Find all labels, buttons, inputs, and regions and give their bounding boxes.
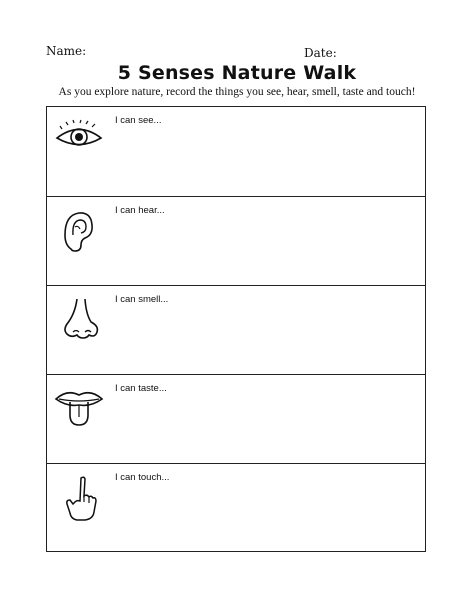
sense-row-hear[interactable] (47, 196, 425, 285)
sense-prompt-see: I can see... (115, 115, 162, 126)
nose-icon (53, 294, 105, 344)
mouth-tongue-icon (53, 383, 105, 433)
page-instructions: As you explore nature, record the things you see, hear, smell, taste and touch! (58, 86, 416, 98)
ear-icon (53, 205, 105, 255)
page-title: 5 Senses Nature Walk (117, 62, 357, 84)
senses-table (46, 106, 426, 552)
sense-row-smell[interactable] (47, 285, 425, 374)
eye-icon (53, 115, 105, 165)
hand-pointing-icon (53, 472, 105, 522)
sense-prompt-smell: I can smell... (115, 294, 169, 305)
sense-prompt-taste: I can taste... (115, 383, 167, 394)
sense-prompt-hear: I can hear... (115, 205, 165, 216)
sense-prompt-touch: I can touch... (115, 472, 170, 483)
sense-row-taste[interactable] (47, 374, 425, 463)
sense-row-see[interactable] (47, 107, 425, 196)
date-field-label: Date: (304, 46, 337, 60)
sense-row-touch[interactable] (47, 463, 425, 551)
name-field-label: Name: (46, 44, 87, 58)
